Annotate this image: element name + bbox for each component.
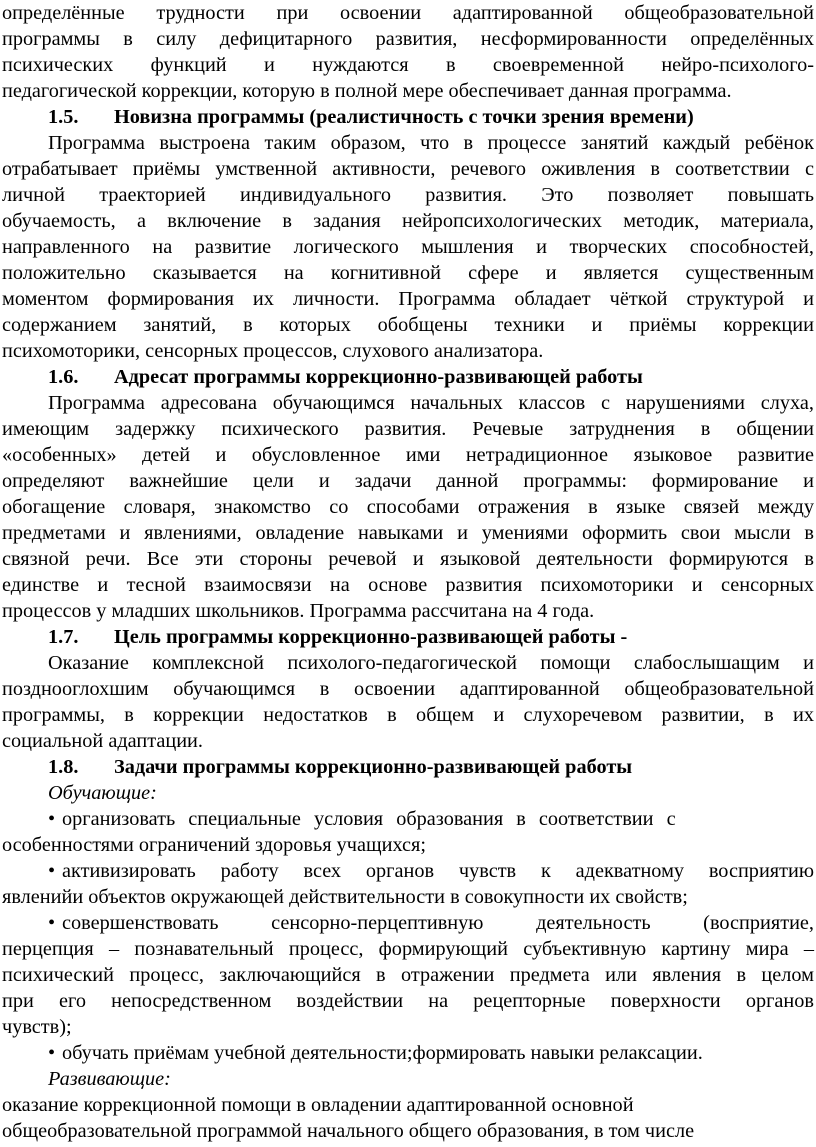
bullet-text: обучать приёмам учебной деятельности;формировать навыки релаксации. — [62, 1042, 703, 1064]
text-line: связной речи. Все эти стороны речевой и языковой деятельности формируются в — [2, 548, 814, 570]
text-line: социальной адаптации. — [2, 730, 203, 752]
text-line: при его непосредственном воздействии на рецепторные поверхности органов — [2, 990, 814, 1012]
text-line: программы в силу дефицитарного развития, несформированности определённых — [2, 28, 814, 50]
text-line: явленийи объектов окружающей действительности в совокупности их свойств; — [2, 886, 688, 908]
text-line: предметами и явлениями, овладение навыками и умениями оформить свои мысли в — [2, 522, 814, 544]
section-title: Цель программы коррекционно-развивающей работы - — [114, 626, 628, 648]
section-number: 1.8. — [48, 756, 79, 778]
bullet-icon: • — [48, 1042, 56, 1064]
section-heading-1-5 — [2, 104, 814, 130]
section-number: 1.5. — [48, 106, 79, 128]
text-line: личной траекторией индивидуального развития. Это позволяет повышать — [2, 184, 814, 206]
text-line: имеющим задержку психического развития. Речевые затруднения в общении — [2, 418, 814, 440]
bullet-item — [2, 858, 814, 884]
text-line: оказание коррекционной помощи в овладении адаптированной основной — [2, 1094, 634, 1116]
subheading-razvivayushchie: Развивающие: — [48, 1068, 171, 1090]
bullet-item — [2, 1040, 814, 1066]
text-line: единстве и тесной взаимосвязи на основе развития психомоторики и сенсорных — [2, 574, 814, 596]
bullet-text: организовать специальные условия образования в соответствии с — [62, 808, 676, 830]
section-title: Задачи программы коррекционно-развивающей работы — [114, 756, 633, 778]
section-heading-1-6 — [2, 364, 814, 390]
bullet-item — [2, 910, 814, 936]
section-title: Адресат программы коррекционно-развивающей работы — [114, 366, 643, 388]
text-line: Программа выстроена таким образом, что в процессе занятий каждый ребёнок — [48, 132, 814, 154]
bullet-item — [2, 806, 814, 832]
subheading-obuchayushchie: Обучающие: — [48, 782, 157, 804]
text-line: особенностями ограничений здоровья учащихся; — [2, 834, 426, 856]
section-heading-1-8 — [2, 754, 814, 780]
text-line: педагогической коррекции, которую в полной мере обеспечивает данная программа. — [2, 80, 732, 102]
bullet-icon: • — [48, 808, 56, 830]
text-line: обучаемость, а включение в задания нейропсихологических методик, материала, — [2, 210, 814, 232]
bullet-text: активизировать работу всех органов чувств к адекватному восприятию — [62, 860, 814, 882]
text-line: общеобразовательной программой начального общего образования, в том числе — [2, 1120, 695, 1142]
text-line: определённые трудности при освоении адаптированной общеобразовательной — [2, 2, 814, 24]
section-title: Новизна программы (реалистичность с точки зрения времени) — [114, 106, 694, 128]
text-line: содержанием занятий, в которых обобщены техники и приёмы коррекции — [2, 314, 814, 336]
section-heading-1-7 — [2, 624, 814, 650]
text-line: перцепция – познавательный процесс, формирующий субъективную картину мира – — [2, 938, 814, 960]
text-line: положительно сказывается на когнитивной сфере и является существенным — [2, 262, 814, 284]
text-line: позднооглохшим обучающимся в освоении адаптированной общеобразовательной — [2, 678, 814, 700]
text-line: направленного на развитие логического мышления и творческих способностей, — [2, 236, 814, 258]
text-line: психомоторики, сенсорных процессов, слухового анализатора. — [2, 340, 544, 362]
section-number: 1.7. — [48, 626, 79, 648]
text-line: «особенных» детей и обусловленное ими нетрадиционное языковое развитие — [2, 444, 814, 466]
text-line: процессов у младших школьников. Программа рассчитана на 4 года. — [2, 600, 595, 622]
text-line: моментом формирования их личности. Программа обладает чёткой структурой и — [2, 288, 814, 310]
text-line: психический процесс, заключающийся в отражении предмета или явления в целом — [2, 964, 814, 986]
text-line: психических функций и нуждаются в своевременной нейро-психолого- — [2, 54, 814, 76]
text-line: отрабатывает приёмы умственной активности, речевого оживления в соответствии с — [2, 158, 814, 180]
text-line: чувств); — [2, 1016, 72, 1038]
bullet-icon: • — [48, 860, 56, 882]
bullet-text: совершенствовать сенсорно-перцептивную деятельность (восприятие, — [62, 912, 814, 934]
text-line: Оказание комплексной психолого-педагогической помощи слабослышащим и — [48, 652, 814, 674]
text-line: обогащение словаря, знакомство со способами отражения в языке связей между — [2, 496, 814, 518]
bullet-icon: • — [48, 912, 56, 934]
section-number: 1.6. — [48, 366, 79, 388]
text-line: определяют важнейшие цели и задачи данной программы: формирование и — [2, 470, 814, 492]
text-line: программы, в коррекции недостатков в общем и слухоречевом развитии, в их — [2, 704, 814, 726]
text-line: Программа адресована обучающимся начальных классов с нарушениями слуха, — [48, 392, 814, 414]
